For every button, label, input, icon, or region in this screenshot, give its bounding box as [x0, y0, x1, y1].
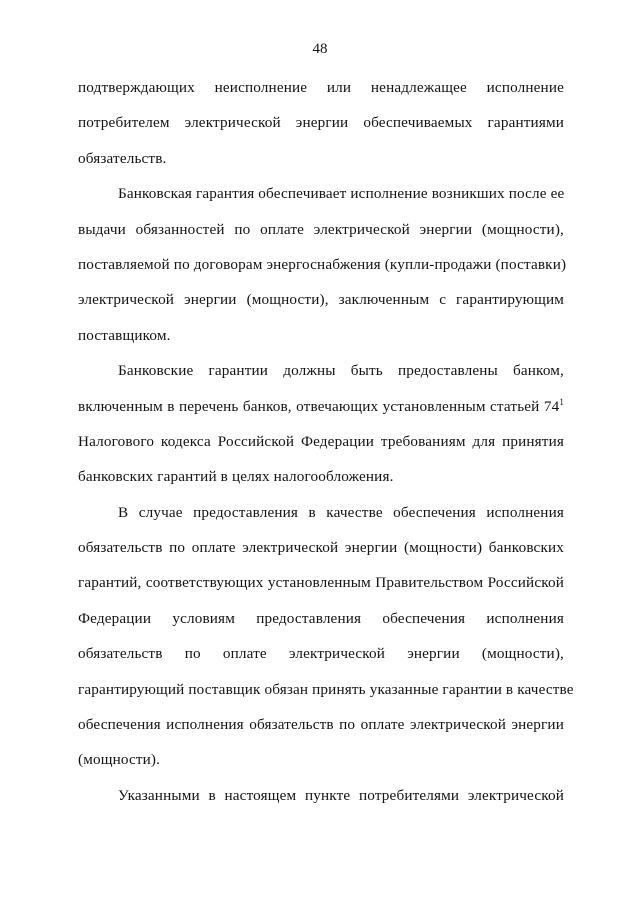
text-line: обязательств по оплате электрической энергии (мощности) банковских: [78, 539, 564, 557]
text-line: Банковская гарантия обеспечивает исполнение возникших после ее: [118, 185, 565, 203]
text-line: обязательств.: [78, 149, 167, 167]
text-line: Федерации условиям предоставления обеспечения исполнения: [78, 609, 564, 627]
text-line: Указанными в настоящем пункте потребителями электрической: [118, 786, 564, 804]
text-line: потребителем электрической энергии обеспечиваемых гарантиями: [78, 114, 564, 132]
text-line-content: включенным в перечень банков, отвечающих установленным статьей 74: [78, 397, 560, 415]
article-superscript: 1: [559, 396, 564, 407]
text-line: Налогового кодекса Российской Федерации требованиям для принятия: [78, 432, 564, 450]
text-line: Банковские гарантии должны быть предоставлены банком,: [118, 362, 564, 380]
text-line: электрической энергии (мощности), заключенным с гарантирующим: [78, 291, 564, 309]
document-body: [78, 76, 574, 819]
page-number: 48: [312, 41, 328, 57]
text-line-with-superscript: [78, 395, 564, 430]
paragraph-supplier-obligation: [78, 501, 574, 784]
paragraph-bank-requirements: [78, 359, 564, 501]
paragraph-bank-guarantee-scope: [78, 182, 567, 359]
text-line: банковских гарантий в целях налогообложения.: [78, 468, 394, 486]
text-line: поставляемой по договорам энергоснабжения (купли-продажи (поставки): [78, 255, 567, 273]
text-line: гарантирующий поставщик обязан принять указанные гарантии в качестве: [78, 680, 574, 698]
paragraph-consumers-continued: [78, 784, 564, 819]
text-line: (мощности).: [78, 751, 161, 769]
text-line: В случае предоставления в качестве обеспечения исполнения: [118, 503, 564, 521]
text-line: обеспечения исполнения обязательств по оплате электрической энергии: [78, 716, 564, 734]
text-line: выдачи обязанностей по оплате электрической энергии (мощности),: [78, 220, 564, 238]
text-line: поставщиком.: [78, 326, 171, 344]
text-line: обязательств по оплате электрической энергии (мощности),: [78, 645, 564, 663]
paragraph-continuation: [78, 76, 564, 182]
text-line: гарантий, соответствующих установленным Правительством Российской: [78, 574, 564, 592]
text-line: подтверждающих неисполнение или ненадлежащее исполнение: [78, 79, 564, 96]
